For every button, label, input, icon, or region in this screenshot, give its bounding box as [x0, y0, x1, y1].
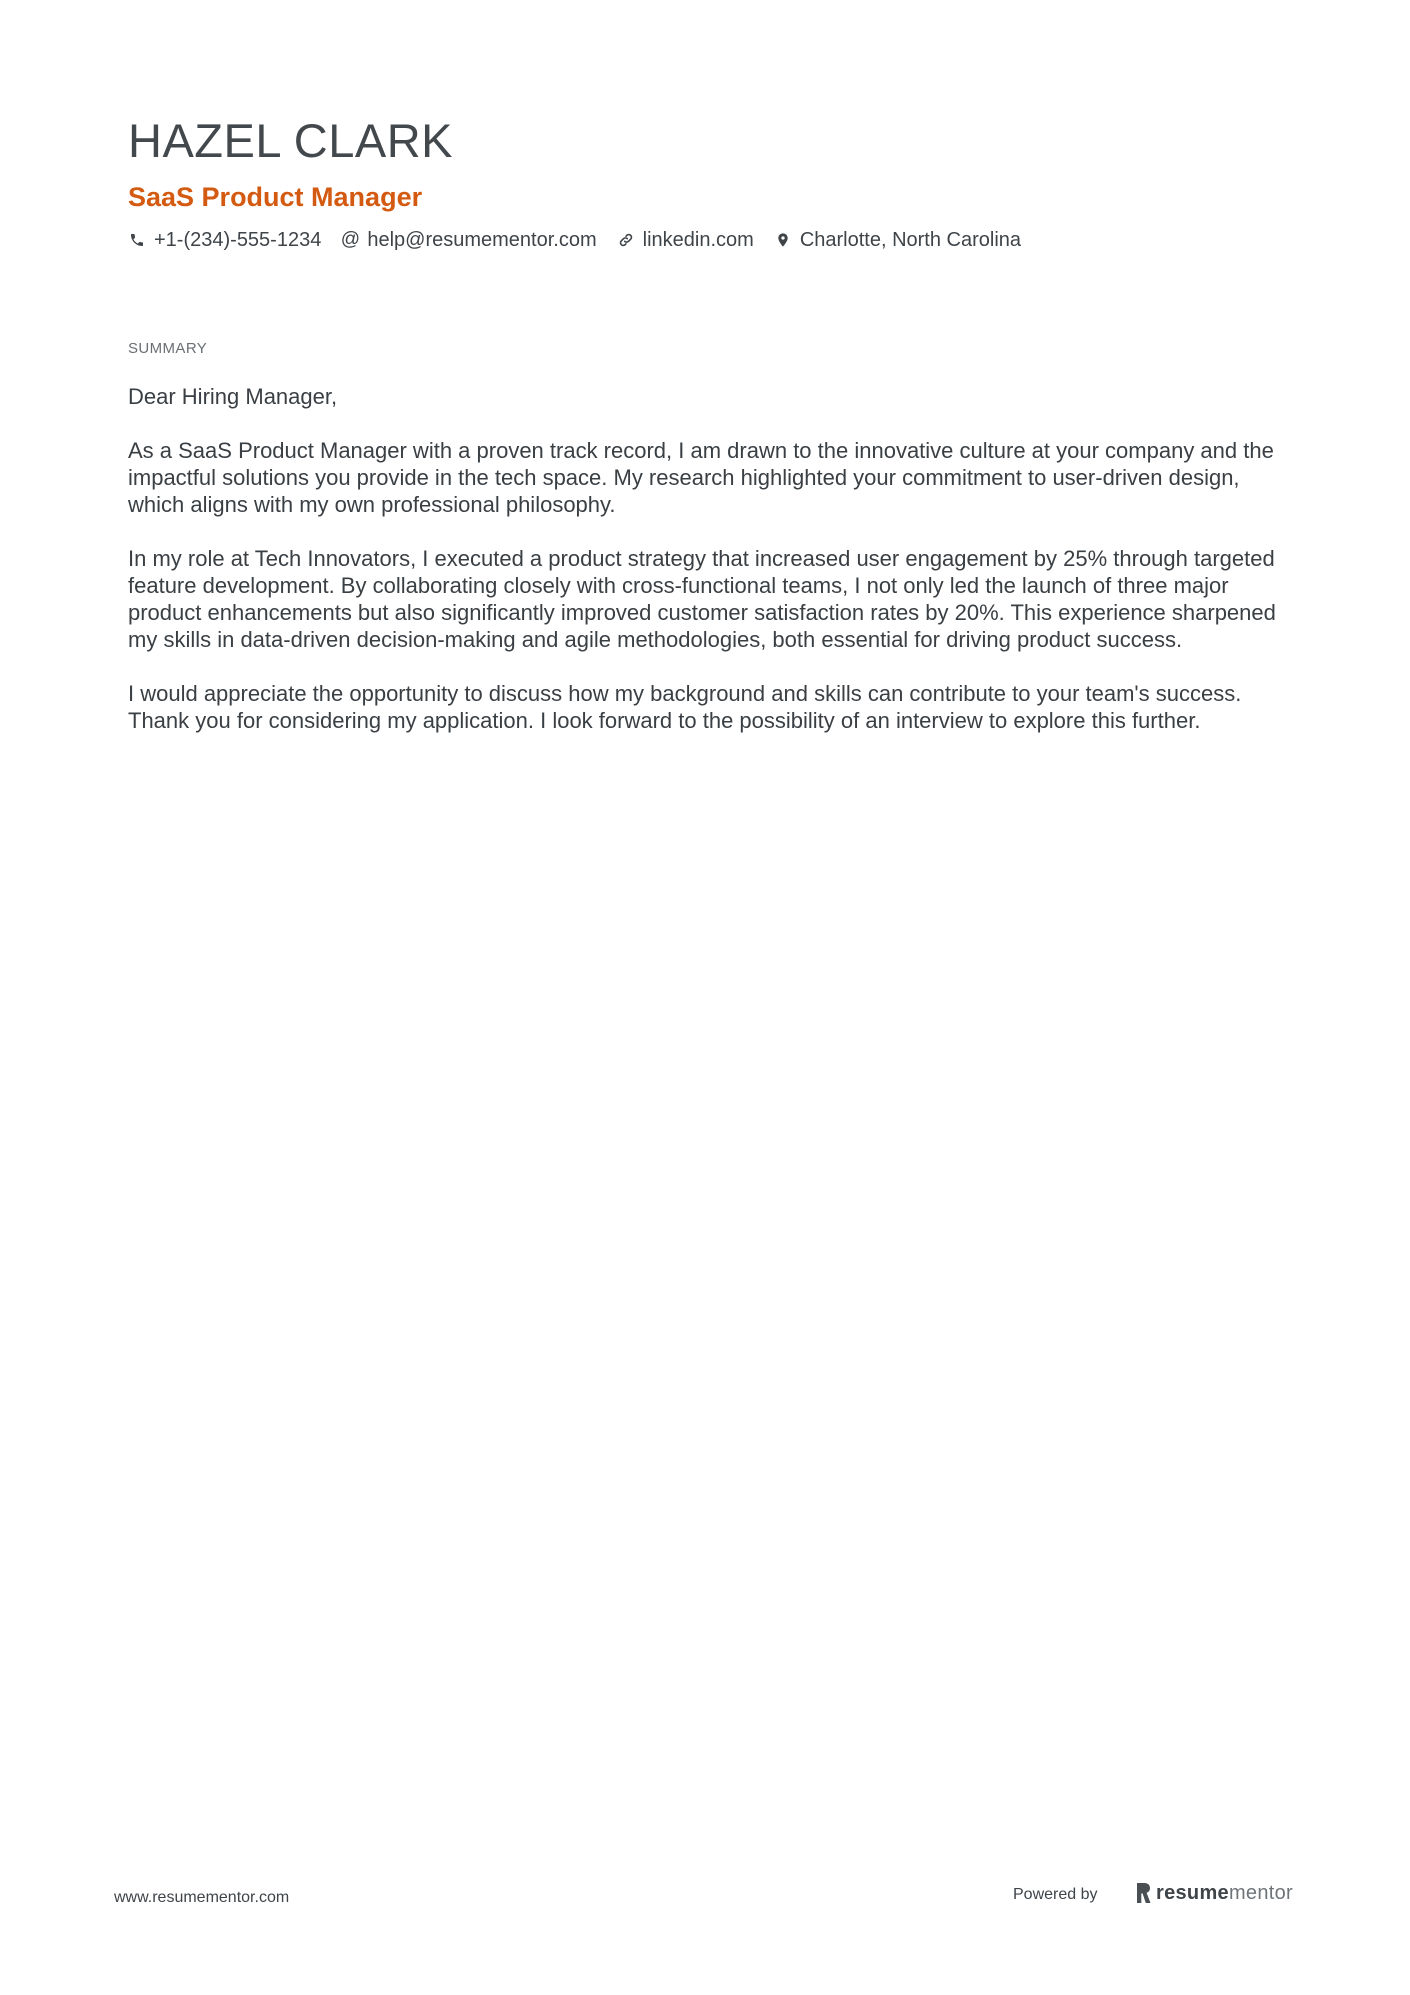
- brand-wordmark-light: mentor: [1228, 1882, 1293, 1904]
- letter-paragraph: In my role at Tech Innovators, I executed a product strategy that increased user engagement by 25% through targeted feature development. By collaborating closely with cross-functional teams, I not only led the launch of three major product enhancements but also significantly improved customer satisfaction rates by 20%. This experience sharpened my skills in data-driven decision-making and agile methodologies, both essential for driving product success.: [128, 546, 1276, 652]
- contact-linkedin-text: linkedin.com: [642, 229, 754, 251]
- brand-mark-icon: [1135, 1882, 1152, 1904]
- contact-email[interactable]: [341, 226, 596, 254]
- letter-greeting: Dear Hiring Manager,: [128, 384, 338, 409]
- brand-wordmark: [1156, 1880, 1293, 1906]
- letter-paragraph: I would appreciate the opportunity to discuss how my background and skills can contribute to your team's success. Thank you for considering my application. I look forward to the possibility of an interview to explore this further.: [128, 681, 1242, 733]
- contact-bar: [128, 226, 1041, 254]
- location-pin-icon: [774, 231, 792, 249]
- footer-url-link[interactable]: www.resumementor.com: [114, 1889, 290, 1906]
- summary-heading: SUMMARY: [128, 340, 208, 357]
- contact-email-text: help@resumementor.com: [367, 229, 597, 251]
- contact-phone: [128, 226, 321, 254]
- brand-logo[interactable]: [1135, 1880, 1293, 1906]
- letter-paragraph: As a SaaS Product Manager with a proven track record, I am drawn to the innovative culture at your company and the impactful solutions you provide in the tech space. My research highlighted your commitment to user-driven design, which aligns with my own professional philosophy.: [128, 438, 1274, 517]
- contact-location: [774, 226, 1021, 254]
- phone-icon: [128, 231, 146, 249]
- brand-wordmark-bold: resume: [1156, 1882, 1229, 1904]
- applicant-name: HAZEL CLARK: [128, 114, 454, 167]
- footer-powered-by: Powered by: [1013, 1886, 1098, 1903]
- job-title: SaaS Product Manager: [128, 182, 423, 212]
- contact-linkedin[interactable]: [617, 226, 754, 254]
- link-icon: [617, 231, 635, 249]
- contact-phone-text: +1-(234)-555-1234: [154, 229, 322, 251]
- letter-body: [128, 383, 1298, 761]
- contact-location-text: Charlotte, North Carolina: [799, 229, 1022, 251]
- at-icon: @: [340, 229, 360, 250]
